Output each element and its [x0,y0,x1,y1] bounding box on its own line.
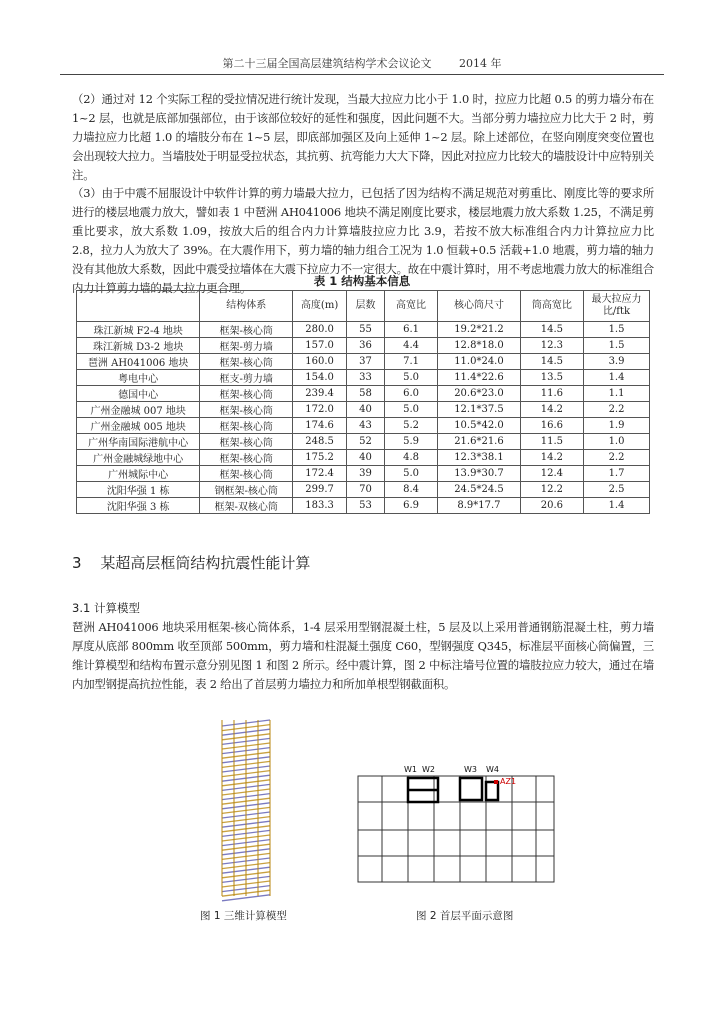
table-cell: 299.7 [293,482,347,498]
table-row [77,498,650,514]
table-cell: 8.4 [384,482,437,498]
subsection-heading: 3.1 计算模型 [72,601,140,615]
table-row [77,434,650,450]
table-header-cell: 层数 [347,291,385,322]
table-row [77,322,650,338]
table-header-cell: 结构体系 [200,291,293,322]
table-cell: 广州金融城 005 地块 [77,418,200,434]
table-cell: 21.6*21.6 [438,434,520,450]
table-cell: 1.4 [584,370,650,386]
table-cell: 2.2 [584,450,650,466]
table-cell: 12.3 [520,338,583,354]
table-cell: 5.0 [384,466,437,482]
table-cell: 德国中心 [77,386,200,402]
table-body [77,322,650,514]
table-cell: 1.4 [584,498,650,514]
table-cell: 39 [347,466,385,482]
table-cell: 36 [347,338,385,354]
table-cell: 框架-核心筒 [200,466,293,482]
table-cell: 6.1 [384,322,437,338]
table-cell: 广州华南国际港航中心 [77,434,200,450]
table-cell: 1.9 [584,418,650,434]
table-cell: 11.4*22.6 [438,370,520,386]
paragraph-2: （2）通过对 12 个实际工程的受拉情况进行统计发现，当最大拉应力比小于 1.0 时，拉应力比超 0.5 的剪力墙分布在 1~2 层，也就是底部加强部位，由于该部位较好的延性和强度，因此问题不大。当部分剪力墙拉应力比大于 2 时，剪力墙拉应力比超 1.0 的墙肢分布在 1~5 层，即底部加强区及向上延伸 1~2 层。除上述部位，在竖向刚度突变位置也会出现较大拉力。当墙肢处于明显受拉状态，其抗剪、抗弯能力大大下降，因此对拉应力比较大的墙肢设计中应特别关注。 [72,92,654,182]
table-cell: 160.0 [293,354,347,370]
table-cell: 12.4 [520,466,583,482]
table-cell: 58 [347,386,385,402]
table-cell: 2.5 [584,482,650,498]
table-header-row [77,291,650,322]
table-header-cell: 高度(m) [293,291,347,322]
tower-frame [222,720,270,901]
table-cell: 1.0 [584,434,650,450]
label-az1: AZ1 [500,777,517,786]
table-cell: 40 [347,402,385,418]
table-cell: 沈阳华强 1 栋 [77,482,200,498]
table-cell: 12.8*18.0 [438,338,520,354]
figure-3d-model [204,712,294,902]
table-row [77,354,650,370]
table-cell: 广州金融城绿地中心 [77,450,200,466]
table-header-cell: 高宽比 [384,291,437,322]
table-cell: 框支-剪力墙 [200,370,293,386]
table-row [77,466,650,482]
table-cell: 239.4 [293,386,347,402]
table-cell: 4.4 [384,338,437,354]
table-header-cell: 最大拉应力比/ftk [584,291,650,322]
table-cell: 框架-核心筒 [200,450,293,466]
table-cell: 3.9 [584,354,650,370]
table-cell: 珠江新城 D3-2 地块 [77,338,200,354]
table-cell: 6.9 [384,498,437,514]
table-cell: 广州城际中心 [77,466,200,482]
paragraph-model: 琶洲 AH041006 地块采用框架-核心筒体系，1-4 层采用型钢混凝土柱，5 层及以上采用普通钢筋混凝土柱，剪力墙厚度从底部 800mm 收至顶部 500mm，剪力墙和柱混凝土强度 C60，型钢强度 Q345，标准层平面核心筒偏置，三维计算模型和结构布置示意分别见图 1 和图 2 所示。经中震计算，图 2 中标注墙号位置的墙肢拉应力较大，通过在墙内加型钢提高抗拉性能，表 2 给出了首层剪力墙拉力和所加单根型钢截面积。 [72,620,654,691]
table-cell: 框架-核心筒 [200,434,293,450]
table-cell: 40 [347,450,385,466]
table-row [77,338,650,354]
table-cell: 14.2 [520,402,583,418]
table-cell: 43 [347,418,385,434]
table-cell: 12.2 [520,482,583,498]
table-cell: 框架-双核心筒 [200,498,293,514]
table-cell: 广州金融城 007 地块 [77,402,200,418]
table-cell: 154.0 [293,370,347,386]
table-cell: 粤电中心 [77,370,200,386]
table-cell: 珠江新城 F2-4 地块 [77,322,200,338]
table-cell: 11.6 [520,386,583,402]
table-cell: 14.2 [520,450,583,466]
table-cell: 琶洲 AH041006 地块 [77,354,200,370]
table-cell: 14.5 [520,354,583,370]
table-cell: 6.0 [384,386,437,402]
table-row [77,482,650,498]
table-cell: 280.0 [293,322,347,338]
table-cell: 1.5 [584,322,650,338]
table-cell: 框架-核心筒 [200,402,293,418]
header-title: 第二十三届全国高层建筑结构学术会议论文 [222,57,432,70]
table-cell: 12.1*37.5 [438,402,520,418]
figure-1-caption: 图 1 三维计算模型 [200,910,287,922]
table-cell: 157.0 [293,338,347,354]
table-cell: 钢框架-核心筒 [200,482,293,498]
table-header-cell: 核心筒尺寸 [438,291,520,322]
table-cell: 24.5*24.5 [438,482,520,498]
table-cell: 框架-剪力墙 [200,338,293,354]
table-header-cell: 筒高宽比 [520,291,583,322]
table-cell: 20.6 [520,498,583,514]
table-cell: 183.3 [293,498,347,514]
header-year: 2014 年 [459,57,502,70]
table-cell: 53 [347,498,385,514]
table-cell: 14.5 [520,322,583,338]
table-cell: 16.6 [520,418,583,434]
table-cell: 11.5 [520,434,583,450]
table-cell: 沈阳华强 3 栋 [77,498,200,514]
table-cell: 1.1 [584,386,650,402]
structure-info-table [76,290,650,514]
table-cell: 12.3*38.1 [438,450,520,466]
table-header-cell [77,291,200,322]
table-cell: 70 [347,482,385,498]
table-cell: 10.5*42.0 [438,418,520,434]
table-cell: 52 [347,434,385,450]
table-row [77,450,650,466]
section-heading [72,552,310,573]
figure-floor-plan [352,760,574,900]
table-cell: 框架-核心筒 [200,386,293,402]
table-cell: 5.0 [384,370,437,386]
table-cell: 172.4 [293,466,347,482]
figure-2-caption: 图 2 首层平面示意图 [416,910,514,922]
table-cell: 8.9*17.7 [438,498,520,514]
table-cell: 1.5 [584,338,650,354]
table-row [77,418,650,434]
plan-grid [358,776,554,882]
az1-marker [494,780,498,784]
table-cell: 2.2 [584,402,650,418]
table-cell: 13.5 [520,370,583,386]
table-cell: 248.5 [293,434,347,450]
wall-label-w1: W1 [404,765,417,774]
table-cell: 13.9*30.7 [438,466,520,482]
section-title: 某超高层框筒结构抗震性能计算 [100,554,311,572]
table-cell: 5.0 [384,402,437,418]
table-cell: 4.8 [384,450,437,466]
table-row [77,370,650,386]
table-cell: 5.2 [384,418,437,434]
section-number: 3 [72,554,82,572]
wall-label-w2: W2 [422,765,435,774]
table-cell: 框架-核心筒 [200,418,293,434]
page-header [60,56,664,75]
table-cell: 172.0 [293,402,347,418]
table-cell: 7.1 [384,354,437,370]
wall-label-w4: W4 [486,765,499,774]
table-cell: 33 [347,370,385,386]
table-cell: 框架-核心筒 [200,354,293,370]
core-walls [408,778,498,802]
paragraph-3: （3）由于中震不屈服设计中软件计算的剪力墙最大拉力，已包括了因为结构不满足规范对剪重比、刚度比等的要求所进行的楼层地震力放大，譬如表 1 中琶洲 AH041006 地块不满足刚度比要求，楼层地震力放大系数 1.25，不满足剪重比要求，放大系数 1.09，按放大后的组合内力计算墙肢拉应力比 3.9，若按不放大标准组合内力计算拉应力比 2.8，拉力人为放大了 39%。在大震作用下，剪力墙的轴力组合工况为 1.0 恒载+0.5 活载+1.0 地震，剪力墙的轴力没有其他放大系数，因此中震受拉墙体在大震下拉应力不一定很大。故在中震计算时，用不考虑地震力放大的标准组合内力计算剪力墙的最大拉力更合理。 [72,186,654,295]
table-cell: 框架-核心筒 [200,322,293,338]
table-row [77,402,650,418]
table-cell: 1.7 [584,466,650,482]
table-row [77,386,650,402]
table-cell: 55 [347,322,385,338]
table-cell: 20.6*23.0 [438,386,520,402]
wall-label-w3: W3 [464,765,477,774]
table-cell: 175.2 [293,450,347,466]
table-cell: 174.6 [293,418,347,434]
table-cell: 19.2*21.2 [438,322,520,338]
table-cell: 37 [347,354,385,370]
table-cell: 11.0*24.0 [438,354,520,370]
table-cell: 5.9 [384,434,437,450]
table-caption: 表 1 结构基本信息 [313,274,411,288]
